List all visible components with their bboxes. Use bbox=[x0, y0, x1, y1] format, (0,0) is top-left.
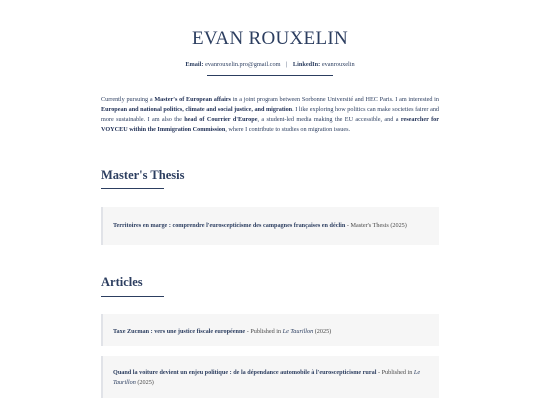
article-title[interactable]: Taxe Zucman : vers une justice fiscale européenne bbox=[113, 328, 246, 335]
bio-highlight-masters: Master's of European affairs bbox=[154, 96, 231, 103]
bio-text-1: Currently pursuing a bbox=[101, 96, 155, 103]
article-publication: Le Taurillon bbox=[282, 328, 314, 335]
thesis-card[interactable] bbox=[101, 207, 439, 245]
article-meta-year: (2025) bbox=[313, 328, 332, 335]
section-title-thesis: Master's Thesis bbox=[101, 168, 185, 182]
bio-highlight-courrier: head of Courrier d'Europe bbox=[184, 116, 258, 123]
thesis-meta: - Master's Thesis (2025) bbox=[345, 222, 407, 229]
thesis-title[interactable]: Territoires en marge : comprendre l'euroscepticisme des campagnes françaises en déclin bbox=[113, 222, 346, 229]
bio-text-2: in a joint program between Sorbonne Université and HEC Paris. I am interested in bbox=[230, 96, 439, 103]
bio-text-5: , where I contribute to studies on migration issues. bbox=[225, 126, 351, 133]
contact-separator: | bbox=[286, 61, 288, 68]
section-divider-articles bbox=[101, 296, 164, 297]
header-divider bbox=[207, 75, 333, 76]
section-divider-thesis bbox=[101, 188, 164, 189]
linkedin-link[interactable]: evanrouxelin bbox=[321, 61, 355, 68]
article-meta-year: (2025) bbox=[135, 379, 154, 386]
email-link[interactable]: evanrouxelin.pro@gmail.com bbox=[205, 61, 281, 68]
article-card[interactable] bbox=[101, 314, 439, 346]
article-title[interactable]: Quand la voiture devient un enjeu politique : de la dépendance automobile à l'euroscepticisme rural bbox=[113, 369, 377, 376]
bio-paragraph bbox=[101, 95, 439, 135]
article-meta-prefix: - Published in bbox=[376, 369, 414, 376]
bio-highlight-interests: European and national politics, climate and social justice, and migration bbox=[101, 106, 293, 113]
email-label: Email: bbox=[185, 61, 204, 68]
contact-line bbox=[0, 61, 540, 68]
bio-text-4: , a student-led media making the EU accessible, and a bbox=[257, 116, 401, 123]
bio-highlight-voyceu: researcher for VOYCEU within the Immigration Commission bbox=[101, 116, 439, 133]
linkedin-label: LinkedIn: bbox=[292, 61, 321, 68]
section-title-articles: Articles bbox=[101, 275, 143, 289]
page-title: EVAN ROUXELIN bbox=[191, 28, 349, 49]
article-meta-prefix: - Published in bbox=[245, 328, 283, 335]
article-publication: Le Taurillon bbox=[113, 369, 421, 386]
bio-text-3: . I like exploring how politics can make societies fairer and more sustainable. I am also the bbox=[101, 106, 440, 123]
article-card[interactable] bbox=[101, 356, 439, 398]
